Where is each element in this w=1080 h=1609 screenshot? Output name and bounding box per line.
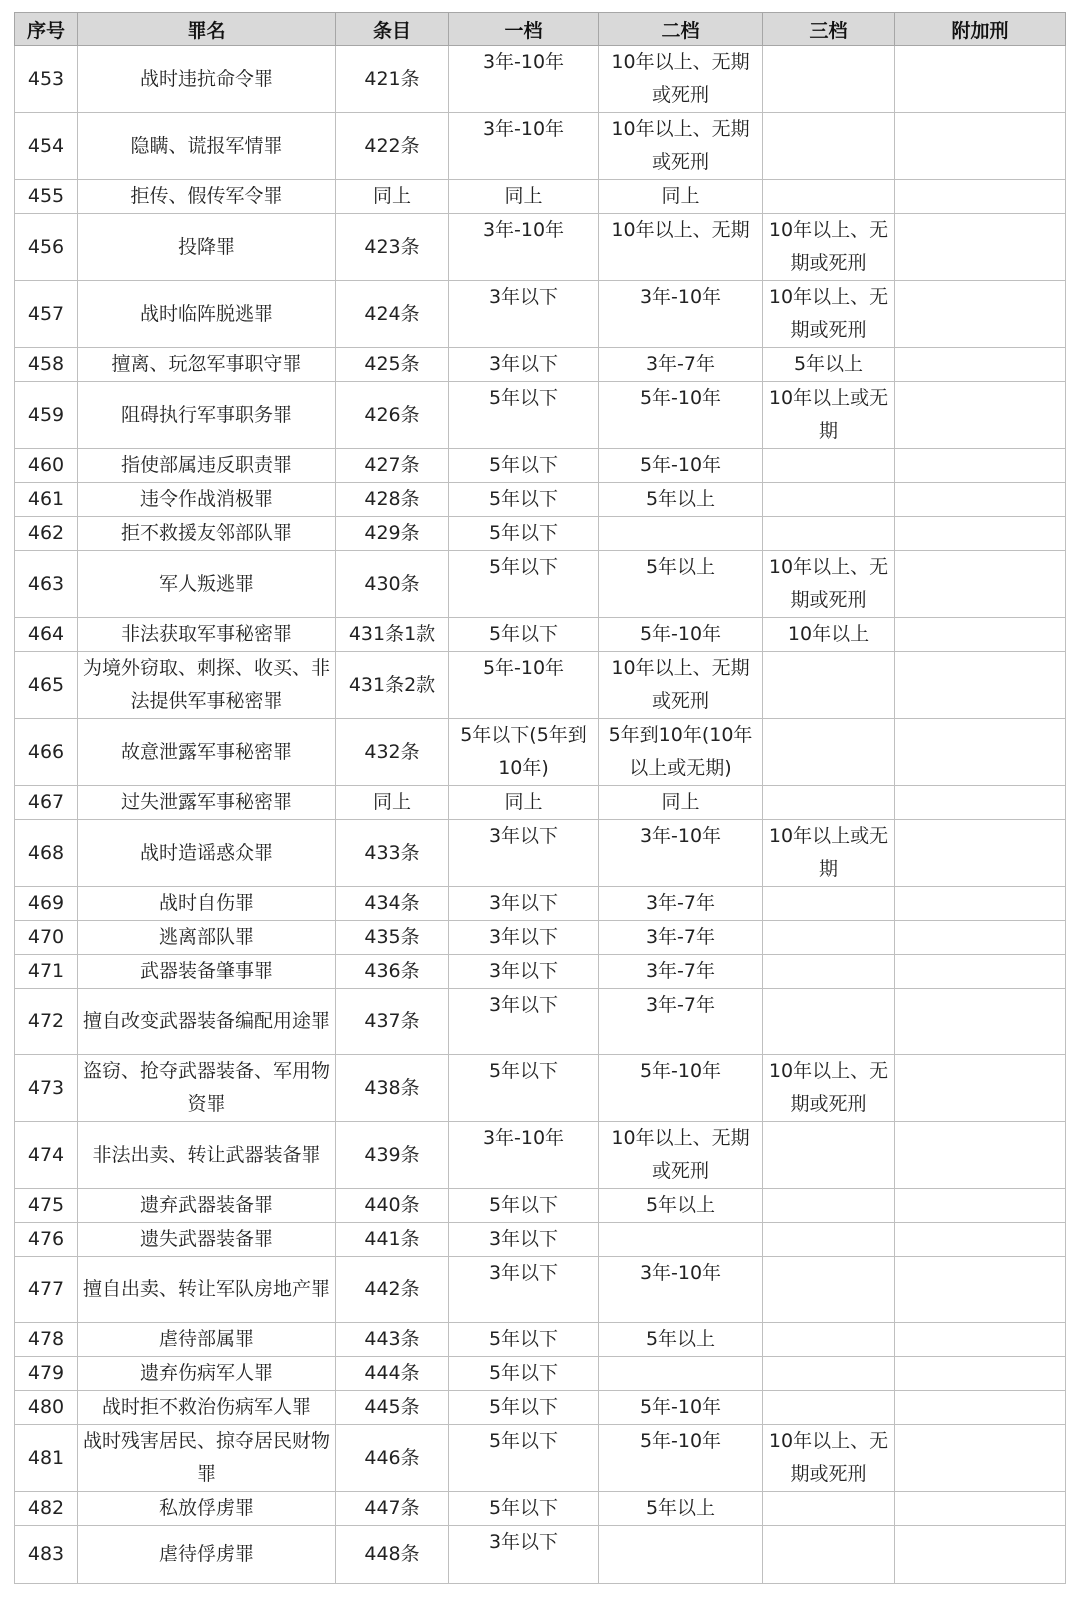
- row-tier-1: 5年以下: [449, 1323, 599, 1357]
- table-row: [15, 1526, 1066, 1584]
- table-row: [15, 652, 1066, 719]
- row-tier-2: [599, 1526, 763, 1584]
- header-serial-number: 序号: [15, 13, 78, 46]
- row-serial-number: 461: [15, 483, 78, 517]
- row-additional-penalty: [895, 281, 1066, 348]
- row-serial-number: 467: [15, 786, 78, 820]
- row-crime-name: 盗窃、抢夺武器装备、军用物资罪: [78, 1055, 336, 1122]
- row-additional-penalty: [895, 1425, 1066, 1492]
- row-article: 424条: [336, 281, 449, 348]
- row-tier-3: [763, 517, 895, 551]
- row-article: 445条: [336, 1391, 449, 1425]
- row-crime-name: 擅离、玩忽军事职守罪: [78, 348, 336, 382]
- row-serial-number: 475: [15, 1189, 78, 1223]
- row-tier-2: 同上: [599, 180, 763, 214]
- row-tier-2: 5年-10年: [599, 1055, 763, 1122]
- row-tier-3: 10年以上、无期或死刑: [763, 214, 895, 281]
- row-additional-penalty: [895, 348, 1066, 382]
- sentencing-table: [14, 12, 1066, 1584]
- header-tier-1: 一档: [449, 13, 599, 46]
- row-article: 447条: [336, 1492, 449, 1526]
- row-crime-name: 故意泄露军事秘密罪: [78, 719, 336, 786]
- row-serial-number: 476: [15, 1223, 78, 1257]
- row-tier-1: 5年以下: [449, 1189, 599, 1223]
- row-serial-number: 470: [15, 921, 78, 955]
- table-row: [15, 989, 1066, 1055]
- row-additional-penalty: [895, 483, 1066, 517]
- sentencing-table-page: [14, 12, 1065, 1584]
- row-tier-2: [599, 1223, 763, 1257]
- row-crime-name: 非法出卖、转让武器装备罪: [78, 1122, 336, 1189]
- row-tier-3: 5年以上: [763, 348, 895, 382]
- row-serial-number: 460: [15, 449, 78, 483]
- row-article: 423条: [336, 214, 449, 281]
- table-row: [15, 551, 1066, 618]
- row-article: 427条: [336, 449, 449, 483]
- row-tier-2: 5年以上: [599, 1189, 763, 1223]
- table-row: [15, 281, 1066, 348]
- row-article: 431条2款: [336, 652, 449, 719]
- row-article: 448条: [336, 1526, 449, 1584]
- row-serial-number: 457: [15, 281, 78, 348]
- table-row: [15, 618, 1066, 652]
- row-crime-name: 战时残害居民、掠夺居民财物罪: [78, 1425, 336, 1492]
- row-tier-1: 5年以下(5年到10年): [449, 719, 599, 786]
- row-tier-2: 3年-7年: [599, 348, 763, 382]
- row-tier-1: 同上: [449, 180, 599, 214]
- row-tier-3: [763, 483, 895, 517]
- row-tier-1: 3年以下: [449, 1223, 599, 1257]
- row-tier-3: [763, 1391, 895, 1425]
- table-row: [15, 1189, 1066, 1223]
- table-row: [15, 1055, 1066, 1122]
- row-serial-number: 453: [15, 46, 78, 113]
- table-row: [15, 1357, 1066, 1391]
- row-tier-1: 3年-10年: [449, 1122, 599, 1189]
- row-additional-penalty: [895, 1189, 1066, 1223]
- row-additional-penalty: [895, 551, 1066, 618]
- row-article: 441条: [336, 1223, 449, 1257]
- table-row: [15, 786, 1066, 820]
- row-article: 同上: [336, 786, 449, 820]
- row-tier-2: 5年以上: [599, 483, 763, 517]
- table-row: [15, 382, 1066, 449]
- table-row: [15, 1492, 1066, 1526]
- row-crime-name: 遗弃武器装备罪: [78, 1189, 336, 1223]
- row-tier-1: 5年以下: [449, 1391, 599, 1425]
- row-tier-1: 3年以下: [449, 348, 599, 382]
- row-serial-number: 483: [15, 1526, 78, 1584]
- row-tier-1: 3年以下: [449, 921, 599, 955]
- row-crime-name: 擅自改变武器装备编配用途罪: [78, 989, 336, 1055]
- row-crime-name: 指使部属违反职责罪: [78, 449, 336, 483]
- row-article: 438条: [336, 1055, 449, 1122]
- row-tier-2: 5年-10年: [599, 618, 763, 652]
- row-serial-number: 463: [15, 551, 78, 618]
- table-row: [15, 113, 1066, 180]
- row-tier-3: [763, 1122, 895, 1189]
- row-tier-3: [763, 1189, 895, 1223]
- row-tier-2: 5年-10年: [599, 1425, 763, 1492]
- row-tier-2: 5年以上: [599, 1492, 763, 1526]
- row-article: 426条: [336, 382, 449, 449]
- table-row: [15, 1122, 1066, 1189]
- row-crime-name: 战时造谣惑众罪: [78, 820, 336, 887]
- row-tier-1: 5年以下: [449, 517, 599, 551]
- row-tier-1: 5年以下: [449, 382, 599, 449]
- row-serial-number: 482: [15, 1492, 78, 1526]
- row-tier-2: 5年-10年: [599, 382, 763, 449]
- table-row: [15, 921, 1066, 955]
- row-article: 432条: [336, 719, 449, 786]
- row-tier-3: 10年以上: [763, 618, 895, 652]
- table-row: [15, 517, 1066, 551]
- row-serial-number: 474: [15, 1122, 78, 1189]
- row-crime-name: 战时临阵脱逃罪: [78, 281, 336, 348]
- row-article: 434条: [336, 887, 449, 921]
- row-tier-1: 5年以下: [449, 1357, 599, 1391]
- row-tier-1: 3年以下: [449, 1257, 599, 1323]
- row-tier-1: 3年以下: [449, 887, 599, 921]
- row-tier-3: [763, 786, 895, 820]
- table-row: [15, 1323, 1066, 1357]
- table-row: [15, 1391, 1066, 1425]
- row-tier-1: 同上: [449, 786, 599, 820]
- table-row: [15, 1257, 1066, 1323]
- table-row: [15, 1425, 1066, 1492]
- row-crime-name: 战时自伤罪: [78, 887, 336, 921]
- row-tier-3: [763, 887, 895, 921]
- row-tier-3: 10年以上或无期: [763, 382, 895, 449]
- row-tier-2: 10年以上、无期或死刑: [599, 1122, 763, 1189]
- row-serial-number: 473: [15, 1055, 78, 1122]
- row-tier-3: 10年以上、无期或死刑: [763, 1425, 895, 1492]
- row-serial-number: 462: [15, 517, 78, 551]
- row-crime-name: 私放俘虏罪: [78, 1492, 336, 1526]
- row-tier-2: 3年-10年: [599, 281, 763, 348]
- row-tier-1: 5年以下: [449, 1055, 599, 1122]
- row-tier-3: [763, 1323, 895, 1357]
- row-tier-3: [763, 1357, 895, 1391]
- row-additional-penalty: [895, 955, 1066, 989]
- row-tier-3: [763, 1526, 895, 1584]
- table-row: [15, 719, 1066, 786]
- row-serial-number: 468: [15, 820, 78, 887]
- row-article: 437条: [336, 989, 449, 1055]
- row-crime-name: 战时违抗命令罪: [78, 46, 336, 113]
- row-article: 422条: [336, 113, 449, 180]
- row-tier-3: 10年以上、无期或死刑: [763, 281, 895, 348]
- table-row: [15, 483, 1066, 517]
- row-crime-name: 阻碍执行军事职务罪: [78, 382, 336, 449]
- table-row: [15, 449, 1066, 483]
- row-tier-3: [763, 1257, 895, 1323]
- row-additional-penalty: [895, 652, 1066, 719]
- row-tier-3: [763, 1223, 895, 1257]
- row-additional-penalty: [895, 820, 1066, 887]
- row-tier-1: 3年-10年: [449, 113, 599, 180]
- row-article: 428条: [336, 483, 449, 517]
- row-article: 同上: [336, 180, 449, 214]
- header-tier-3: 三档: [763, 13, 895, 46]
- row-tier-2: 10年以上、无期或死刑: [599, 46, 763, 113]
- row-article: 439条: [336, 1122, 449, 1189]
- row-tier-1: 5年以下: [449, 1492, 599, 1526]
- row-tier-2: [599, 517, 763, 551]
- row-additional-penalty: [895, 1526, 1066, 1584]
- row-additional-penalty: [895, 1357, 1066, 1391]
- row-additional-penalty: [895, 989, 1066, 1055]
- row-additional-penalty: [895, 1492, 1066, 1526]
- row-additional-penalty: [895, 214, 1066, 281]
- row-tier-3: [763, 989, 895, 1055]
- row-serial-number: 458: [15, 348, 78, 382]
- table-row: [15, 887, 1066, 921]
- row-crime-name: 隐瞒、谎报军情罪: [78, 113, 336, 180]
- row-crime-name: 拒不救援友邻部队罪: [78, 517, 336, 551]
- row-additional-penalty: [895, 786, 1066, 820]
- row-article: 433条: [336, 820, 449, 887]
- header-article: 条目: [336, 13, 449, 46]
- row-additional-penalty: [895, 1323, 1066, 1357]
- row-article: 436条: [336, 955, 449, 989]
- row-serial-number: 454: [15, 113, 78, 180]
- row-tier-2: 同上: [599, 786, 763, 820]
- row-tier-1: 3年-10年: [449, 214, 599, 281]
- row-tier-1: 5年-10年: [449, 652, 599, 719]
- row-crime-name: 擅自出卖、转让军队房地产罪: [78, 1257, 336, 1323]
- row-article: 443条: [336, 1323, 449, 1357]
- row-article: 425条: [336, 348, 449, 382]
- row-tier-2: 10年以上、无期: [599, 214, 763, 281]
- row-tier-1: 3年以下: [449, 955, 599, 989]
- row-tier-1: 3年以下: [449, 281, 599, 348]
- row-tier-2: 3年-7年: [599, 887, 763, 921]
- row-additional-penalty: [895, 1122, 1066, 1189]
- row-tier-2: [599, 1357, 763, 1391]
- row-additional-penalty: [895, 1257, 1066, 1323]
- row-tier-1: 3年以下: [449, 820, 599, 887]
- row-serial-number: 471: [15, 955, 78, 989]
- row-article: 431条1款: [336, 618, 449, 652]
- header-tier-2: 二档: [599, 13, 763, 46]
- row-crime-name: 逃离部队罪: [78, 921, 336, 955]
- row-serial-number: 472: [15, 989, 78, 1055]
- header-additional-penalty: 附加刑: [895, 13, 1066, 46]
- row-serial-number: 465: [15, 652, 78, 719]
- row-crime-name: 虐待俘虏罪: [78, 1526, 336, 1584]
- table-row: [15, 1223, 1066, 1257]
- row-tier-3: [763, 1492, 895, 1526]
- row-crime-name: 过失泄露军事秘密罪: [78, 786, 336, 820]
- row-additional-penalty: [895, 1223, 1066, 1257]
- row-article: 430条: [336, 551, 449, 618]
- row-tier-1: 3年-10年: [449, 46, 599, 113]
- row-tier-3: [763, 449, 895, 483]
- row-crime-name: 投降罪: [78, 214, 336, 281]
- row-crime-name: 军人叛逃罪: [78, 551, 336, 618]
- row-tier-3: [763, 921, 895, 955]
- row-crime-name: 战时拒不救治伤病军人罪: [78, 1391, 336, 1425]
- row-serial-number: 479: [15, 1357, 78, 1391]
- row-article: 435条: [336, 921, 449, 955]
- row-tier-2: 3年-7年: [599, 921, 763, 955]
- row-tier-2: 5年以上: [599, 551, 763, 618]
- row-crime-name: 为境外窃取、刺探、收买、非法提供军事秘密罪: [78, 652, 336, 719]
- table-row: [15, 46, 1066, 113]
- row-tier-2: 5年以上: [599, 1323, 763, 1357]
- row-tier-2: 3年-7年: [599, 955, 763, 989]
- row-article: 446条: [336, 1425, 449, 1492]
- row-tier-3: [763, 955, 895, 989]
- row-tier-2: 5年到10年(10年以上或无期): [599, 719, 763, 786]
- row-tier-2: 5年-10年: [599, 1391, 763, 1425]
- row-additional-penalty: [895, 618, 1066, 652]
- row-tier-1: 5年以下: [449, 449, 599, 483]
- row-tier-1: 3年以下: [449, 989, 599, 1055]
- row-additional-penalty: [895, 921, 1066, 955]
- table-row: [15, 180, 1066, 214]
- row-crime-name: 非法获取军事秘密罪: [78, 618, 336, 652]
- row-tier-3: [763, 180, 895, 214]
- row-additional-penalty: [895, 887, 1066, 921]
- row-serial-number: 464: [15, 618, 78, 652]
- table-body: [15, 46, 1066, 1584]
- row-tier-1: 5年以下: [449, 618, 599, 652]
- row-article: 421条: [336, 46, 449, 113]
- row-serial-number: 459: [15, 382, 78, 449]
- row-additional-penalty: [895, 517, 1066, 551]
- row-tier-3: 10年以上、无期或死刑: [763, 551, 895, 618]
- row-tier-3: [763, 46, 895, 113]
- table-header-row: [15, 13, 1066, 46]
- row-serial-number: 469: [15, 887, 78, 921]
- row-crime-name: 违令作战消极罪: [78, 483, 336, 517]
- row-tier-1: 5年以下: [449, 483, 599, 517]
- row-serial-number: 455: [15, 180, 78, 214]
- row-additional-penalty: [895, 449, 1066, 483]
- header-crime-name: 罪名: [78, 13, 336, 46]
- row-serial-number: 481: [15, 1425, 78, 1492]
- row-additional-penalty: [895, 719, 1066, 786]
- row-tier-1: 3年以下: [449, 1526, 599, 1584]
- row-serial-number: 480: [15, 1391, 78, 1425]
- row-additional-penalty: [895, 1391, 1066, 1425]
- table-row: [15, 214, 1066, 281]
- row-crime-name: 虐待部属罪: [78, 1323, 336, 1357]
- row-additional-penalty: [895, 382, 1066, 449]
- row-tier-3: [763, 719, 895, 786]
- row-additional-penalty: [895, 180, 1066, 214]
- row-article: 440条: [336, 1189, 449, 1223]
- row-serial-number: 477: [15, 1257, 78, 1323]
- row-additional-penalty: [895, 1055, 1066, 1122]
- row-serial-number: 478: [15, 1323, 78, 1357]
- row-tier-2: 3年-10年: [599, 820, 763, 887]
- row-tier-3: [763, 113, 895, 180]
- row-crime-name: 武器装备肇事罪: [78, 955, 336, 989]
- table-row: [15, 820, 1066, 887]
- row-article: 444条: [336, 1357, 449, 1391]
- row-tier-1: 5年以下: [449, 551, 599, 618]
- row-tier-2: 10年以上、无期或死刑: [599, 652, 763, 719]
- row-tier-2: 10年以上、无期或死刑: [599, 113, 763, 180]
- row-article: 429条: [336, 517, 449, 551]
- row-serial-number: 466: [15, 719, 78, 786]
- row-article: 442条: [336, 1257, 449, 1323]
- table-row: [15, 348, 1066, 382]
- row-tier-3: 10年以上、无期或死刑: [763, 1055, 895, 1122]
- row-tier-3: [763, 652, 895, 719]
- row-tier-3: 10年以上或无期: [763, 820, 895, 887]
- row-crime-name: 拒传、假传军令罪: [78, 180, 336, 214]
- row-tier-1: 5年以下: [449, 1425, 599, 1492]
- row-serial-number: 456: [15, 214, 78, 281]
- row-additional-penalty: [895, 46, 1066, 113]
- row-tier-2: 5年-10年: [599, 449, 763, 483]
- row-tier-2: 3年-7年: [599, 989, 763, 1055]
- row-additional-penalty: [895, 113, 1066, 180]
- row-crime-name: 遗弃伤病军人罪: [78, 1357, 336, 1391]
- table-row: [15, 955, 1066, 989]
- row-tier-2: 3年-10年: [599, 1257, 763, 1323]
- row-crime-name: 遗失武器装备罪: [78, 1223, 336, 1257]
